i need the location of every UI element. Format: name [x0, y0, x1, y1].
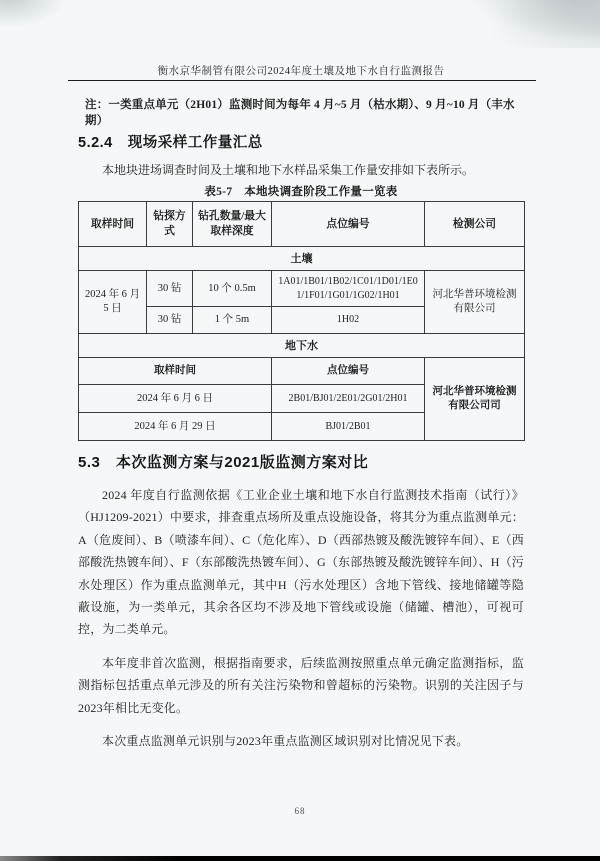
soil-date-cell: 2024 年 6 月 5 日 — [79, 271, 147, 334]
col-header-point-ids: 点位编号 — [272, 202, 425, 247]
col-header-borehole-count-depth: 钻孔数量/最大取样深度 — [193, 202, 272, 247]
soil-row-1 — [79, 271, 525, 307]
worklog-table — [78, 201, 525, 441]
soil-points-cell: 1H02 — [272, 307, 425, 334]
gw-points-cell: BJ01/2B01 — [272, 413, 425, 441]
running-header-title: 衡水京华制管有限公司2024年度土壤及地下水自行监测报告 — [157, 66, 445, 77]
page-content — [78, 97, 524, 752]
header-divider — [68, 80, 536, 81]
scan-edge-strip — [0, 856, 600, 861]
soil-drill-cell: 30 钻 — [147, 271, 193, 307]
groundwater-band-label: 地下水 — [79, 334, 525, 358]
soil-qty-depth-cell: 1 个 5m — [193, 307, 272, 334]
soil-points-cell: 1A01/1B01/1B02/1C01/1D01/1E01/1F01/1G01/1G02/1H01 — [272, 271, 425, 307]
paragraph-1: 2024 年度自行监测依据《工业企业土壤和地下水自行监测技术指南（试行）》（HJ1209-2021）中要求，排查重点场所及重点设施设备，将其分为重点监测单元：A（危废间）、B（喷漆车间）、C（危化库）、D（西部热镀及酸洗镀锌车间）、E（西部酸洗热镀车间）、F（东部酸洗热镀车间）、G（东部热镀及酸洗镀锌车间）、H（污水处理区）作为重点监测单元，其中H（污水处理区）含地下管线、接地储罐等隐蔽设施，为一类单元，其余各区均不涉及地下管线或设施（储罐、槽池），可视可控，为二类单元。 — [78, 488, 524, 637]
soil-band-row — [79, 247, 525, 271]
scan-smudge-top-right — [450, 0, 600, 48]
section-heading-5-2-4: 5.2.4 现场采样工作量汇总 — [78, 135, 263, 151]
groundwater-subheader-row — [79, 358, 525, 385]
table-header-row — [79, 202, 525, 247]
paragraph-2: 本年度非首次监测，根据指南要求，后续监测按照重点单元确定监测指标，监测指标包括重点单元涉及的所有关注污染物和曾超标的污染物。识别的关注因子与 2023年相比无变化。 — [78, 655, 524, 715]
col-header-testing-company: 检测公司 — [425, 202, 525, 247]
table-caption: 表5-7 本地块调查阶段工作量一览表 — [204, 186, 398, 198]
paragraph-3: 本次重点监测单元识别与2023年重点监测区域识别对比情况见下表。 — [102, 734, 469, 749]
gw-company-cell: 河北华普环境检测有限公司司 — [425, 358, 525, 441]
col-header-drilling-method: 钻探方式 — [147, 202, 193, 247]
soil-drill-cell: 30 钻 — [147, 307, 193, 334]
gw-subheader-time: 取样时间 — [79, 358, 272, 385]
soil-qty-depth-cell: 10 个 0.5m — [193, 271, 272, 307]
gw-subheader-points: 点位编号 — [272, 358, 425, 385]
page-number: 68 — [294, 806, 306, 816]
soil-company-cell: 河北华普环境检测有限公司 — [425, 271, 525, 334]
scan-smudge-top-left — [0, 0, 72, 30]
gw-date-cell: 2024 年 6 月 6 日 — [79, 385, 272, 413]
gw-date-cell: 2024 年 6 月 29 日 — [79, 413, 272, 441]
intro-paragraph: 本地块进场调查时间及土壤和地下水样品采集工作量安排如下表所示。 — [102, 163, 475, 177]
section-heading-5-3: 5.3 本次监测方案与2021版监测方案对比 — [78, 454, 369, 471]
groundwater-band-row — [79, 334, 525, 358]
col-header-sampling-time: 取样时间 — [79, 202, 147, 247]
gw-points-cell: 2B01/BJ01/2E01/2G01/2H01 — [272, 385, 425, 413]
note-text: 注：一类重点单元（2H01）监测时间为每年 4 月~5 月（枯水期）、9 月~10 月（丰水期） — [85, 99, 515, 127]
soil-band-label: 土壤 — [79, 247, 525, 271]
